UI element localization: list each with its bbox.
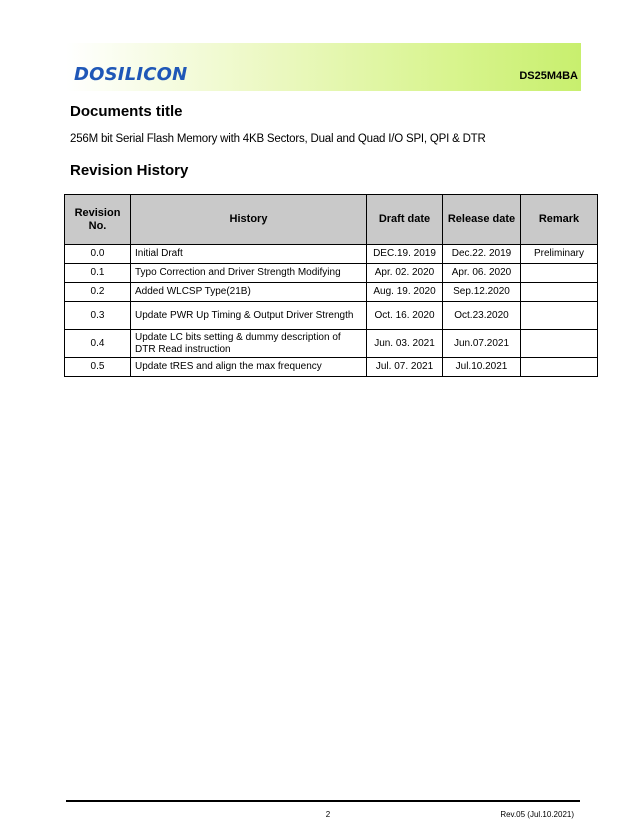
table-row xyxy=(65,283,598,302)
cell-release-date: Sep.12.2020 xyxy=(443,283,521,302)
cell-remark xyxy=(521,264,598,283)
revision-note: Rev.05 (Jul.10.2021) xyxy=(500,810,574,819)
column-header-revision: Revision No. xyxy=(65,195,131,245)
cell-release-date: Jun.07.2021 xyxy=(443,330,521,358)
table-header-row xyxy=(65,195,598,245)
cell-release-date: Oct.23.2020 xyxy=(443,302,521,330)
cell-history: Added WLCSP Type(21B) xyxy=(131,283,367,302)
company-logo: DOSILICON xyxy=(74,64,188,85)
cell-remark xyxy=(521,330,598,358)
cell-remark xyxy=(521,302,598,330)
revision-history-heading: Revision History xyxy=(70,162,189,179)
footer-divider xyxy=(66,800,580,802)
page-number: 2 xyxy=(325,810,331,819)
revision-history-table xyxy=(64,194,598,377)
cell-release-date: Dec.22. 2019 xyxy=(443,245,521,264)
cell-remark xyxy=(521,358,598,377)
table-row xyxy=(65,264,598,283)
documents-title-heading: Documents title xyxy=(70,103,183,120)
cell-history: Update tRES and align the max frequency xyxy=(131,358,367,377)
cell-draft-date: Jul. 07. 2021 xyxy=(367,358,443,377)
column-header-remark: Remark xyxy=(521,195,598,245)
cell-revision: 0.3 xyxy=(65,302,131,330)
table-row xyxy=(65,358,598,377)
cell-draft-date: Apr. 02. 2020 xyxy=(367,264,443,283)
cell-revision: 0.1 xyxy=(65,264,131,283)
table-row xyxy=(65,245,598,264)
cell-history: Update LC bits setting & dummy description of DTR Read instruction xyxy=(131,330,367,358)
cell-revision: 0.0 xyxy=(65,245,131,264)
cell-draft-date: Oct. 16. 2020 xyxy=(367,302,443,330)
document-code: DS25M4BA xyxy=(519,70,578,82)
cell-history: Update PWR Up Timing & Output Driver Strength xyxy=(131,302,367,330)
table-row xyxy=(65,302,598,330)
documents-title-text: 256M bit Serial Flash Memory with 4KB Sectors, Dual and Quad I/O SPI, QPI & DTR xyxy=(70,133,486,145)
cell-remark xyxy=(521,283,598,302)
cell-revision: 0.2 xyxy=(65,283,131,302)
cell-release-date: Jul.10.2021 xyxy=(443,358,521,377)
cell-remark: Preliminary xyxy=(521,245,598,264)
cell-history: Typo Correction and Driver Strength Modifying xyxy=(131,264,367,283)
column-header-draft-date: Draft date xyxy=(367,195,443,245)
cell-draft-date: Jun. 03. 2021 xyxy=(367,330,443,358)
cell-revision: 0.5 xyxy=(65,358,131,377)
cell-release-date: Apr. 06. 2020 xyxy=(443,264,521,283)
cell-draft-date: Aug. 19. 2020 xyxy=(367,283,443,302)
column-header-release-date: Release date xyxy=(443,195,521,245)
cell-draft-date: DEC.19. 2019 xyxy=(367,245,443,264)
cell-revision: 0.4 xyxy=(65,330,131,358)
column-header-history: History xyxy=(131,195,367,245)
cell-history: Initial Draft xyxy=(131,245,367,264)
table-row xyxy=(65,330,598,358)
